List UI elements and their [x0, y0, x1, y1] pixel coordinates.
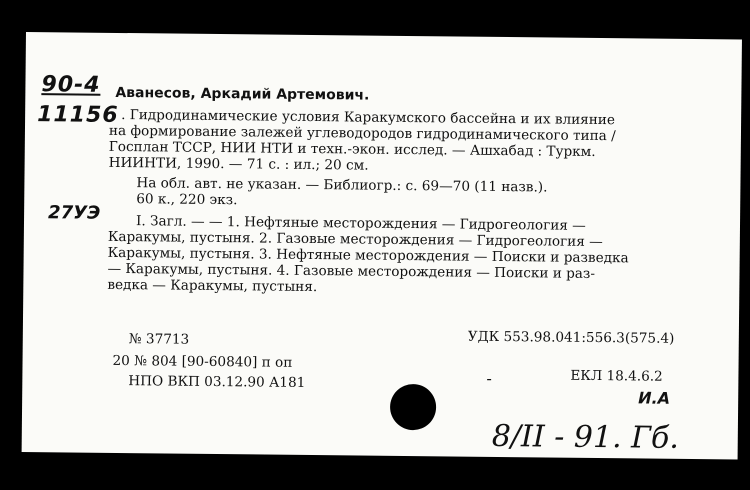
print-info-line1: 20 № 804 [90-60840] п оп: [112, 352, 293, 371]
title-line: Госплан ТССР, НИИ НТИ и техн.-экон. исслед. — Ашхабад : Туркм.: [108, 138, 596, 160]
punch-hole: [390, 384, 436, 430]
note-line: На обл. авт. не указан. — Библиогр.: с. 69—70 (11 назв.).: [136, 175, 548, 196]
udk-code: УДК 553.98.041:556.3(575.4): [467, 328, 675, 347]
print-info-line2: НПО ВКП 03.12.90 А181: [128, 373, 306, 391]
dash-mark: -: [486, 368, 492, 388]
title-line: на формирование залежей углеводородов гидродинамического типа /: [108, 122, 616, 145]
subject-line: — Каракумы, пустыня. 4. Газовые месторождения — Поиски и раз-: [107, 260, 596, 282]
title-line: НИИНТИ, 1990. — 71 с. : ил.; 20 см.: [108, 154, 369, 174]
subject-line: Каракумы, пустыня. 2. Газовые месторождения — Гидрогеология —: [107, 228, 603, 251]
handwritten-date: 8/II - 91. Гб.: [491, 418, 680, 456]
subject-line: I. Загл. — — 1. Нефтяные месторождения — Гидрогеология —: [135, 213, 586, 234]
subject-line: ведка — Каракумы, пустыня.: [107, 276, 318, 296]
handwritten-initials: И.А: [638, 388, 671, 408]
subject-line: Каракумы, пустыня. 3. Нефтяные месторождения — Поиски и разведка: [107, 244, 629, 267]
call-number-line2: 11156: [37, 102, 119, 128]
call-number-line1: 90-4: [41, 72, 101, 98]
catalog-card-scan: [8, 8, 742, 482]
catalog-card: [22, 32, 742, 459]
card-number: № 37713: [128, 331, 190, 348]
note-line: 60 к., 220 экз.: [136, 191, 238, 209]
ekl-code: ЕКЛ 18.4.6.2: [570, 367, 663, 385]
author: Аванесов, Аркадий Артемович.: [115, 84, 370, 104]
margin-note: 27УЭ: [47, 202, 101, 224]
title-line: . Гидродинамические условия Каракумского бассейна и их влияние: [121, 107, 616, 129]
